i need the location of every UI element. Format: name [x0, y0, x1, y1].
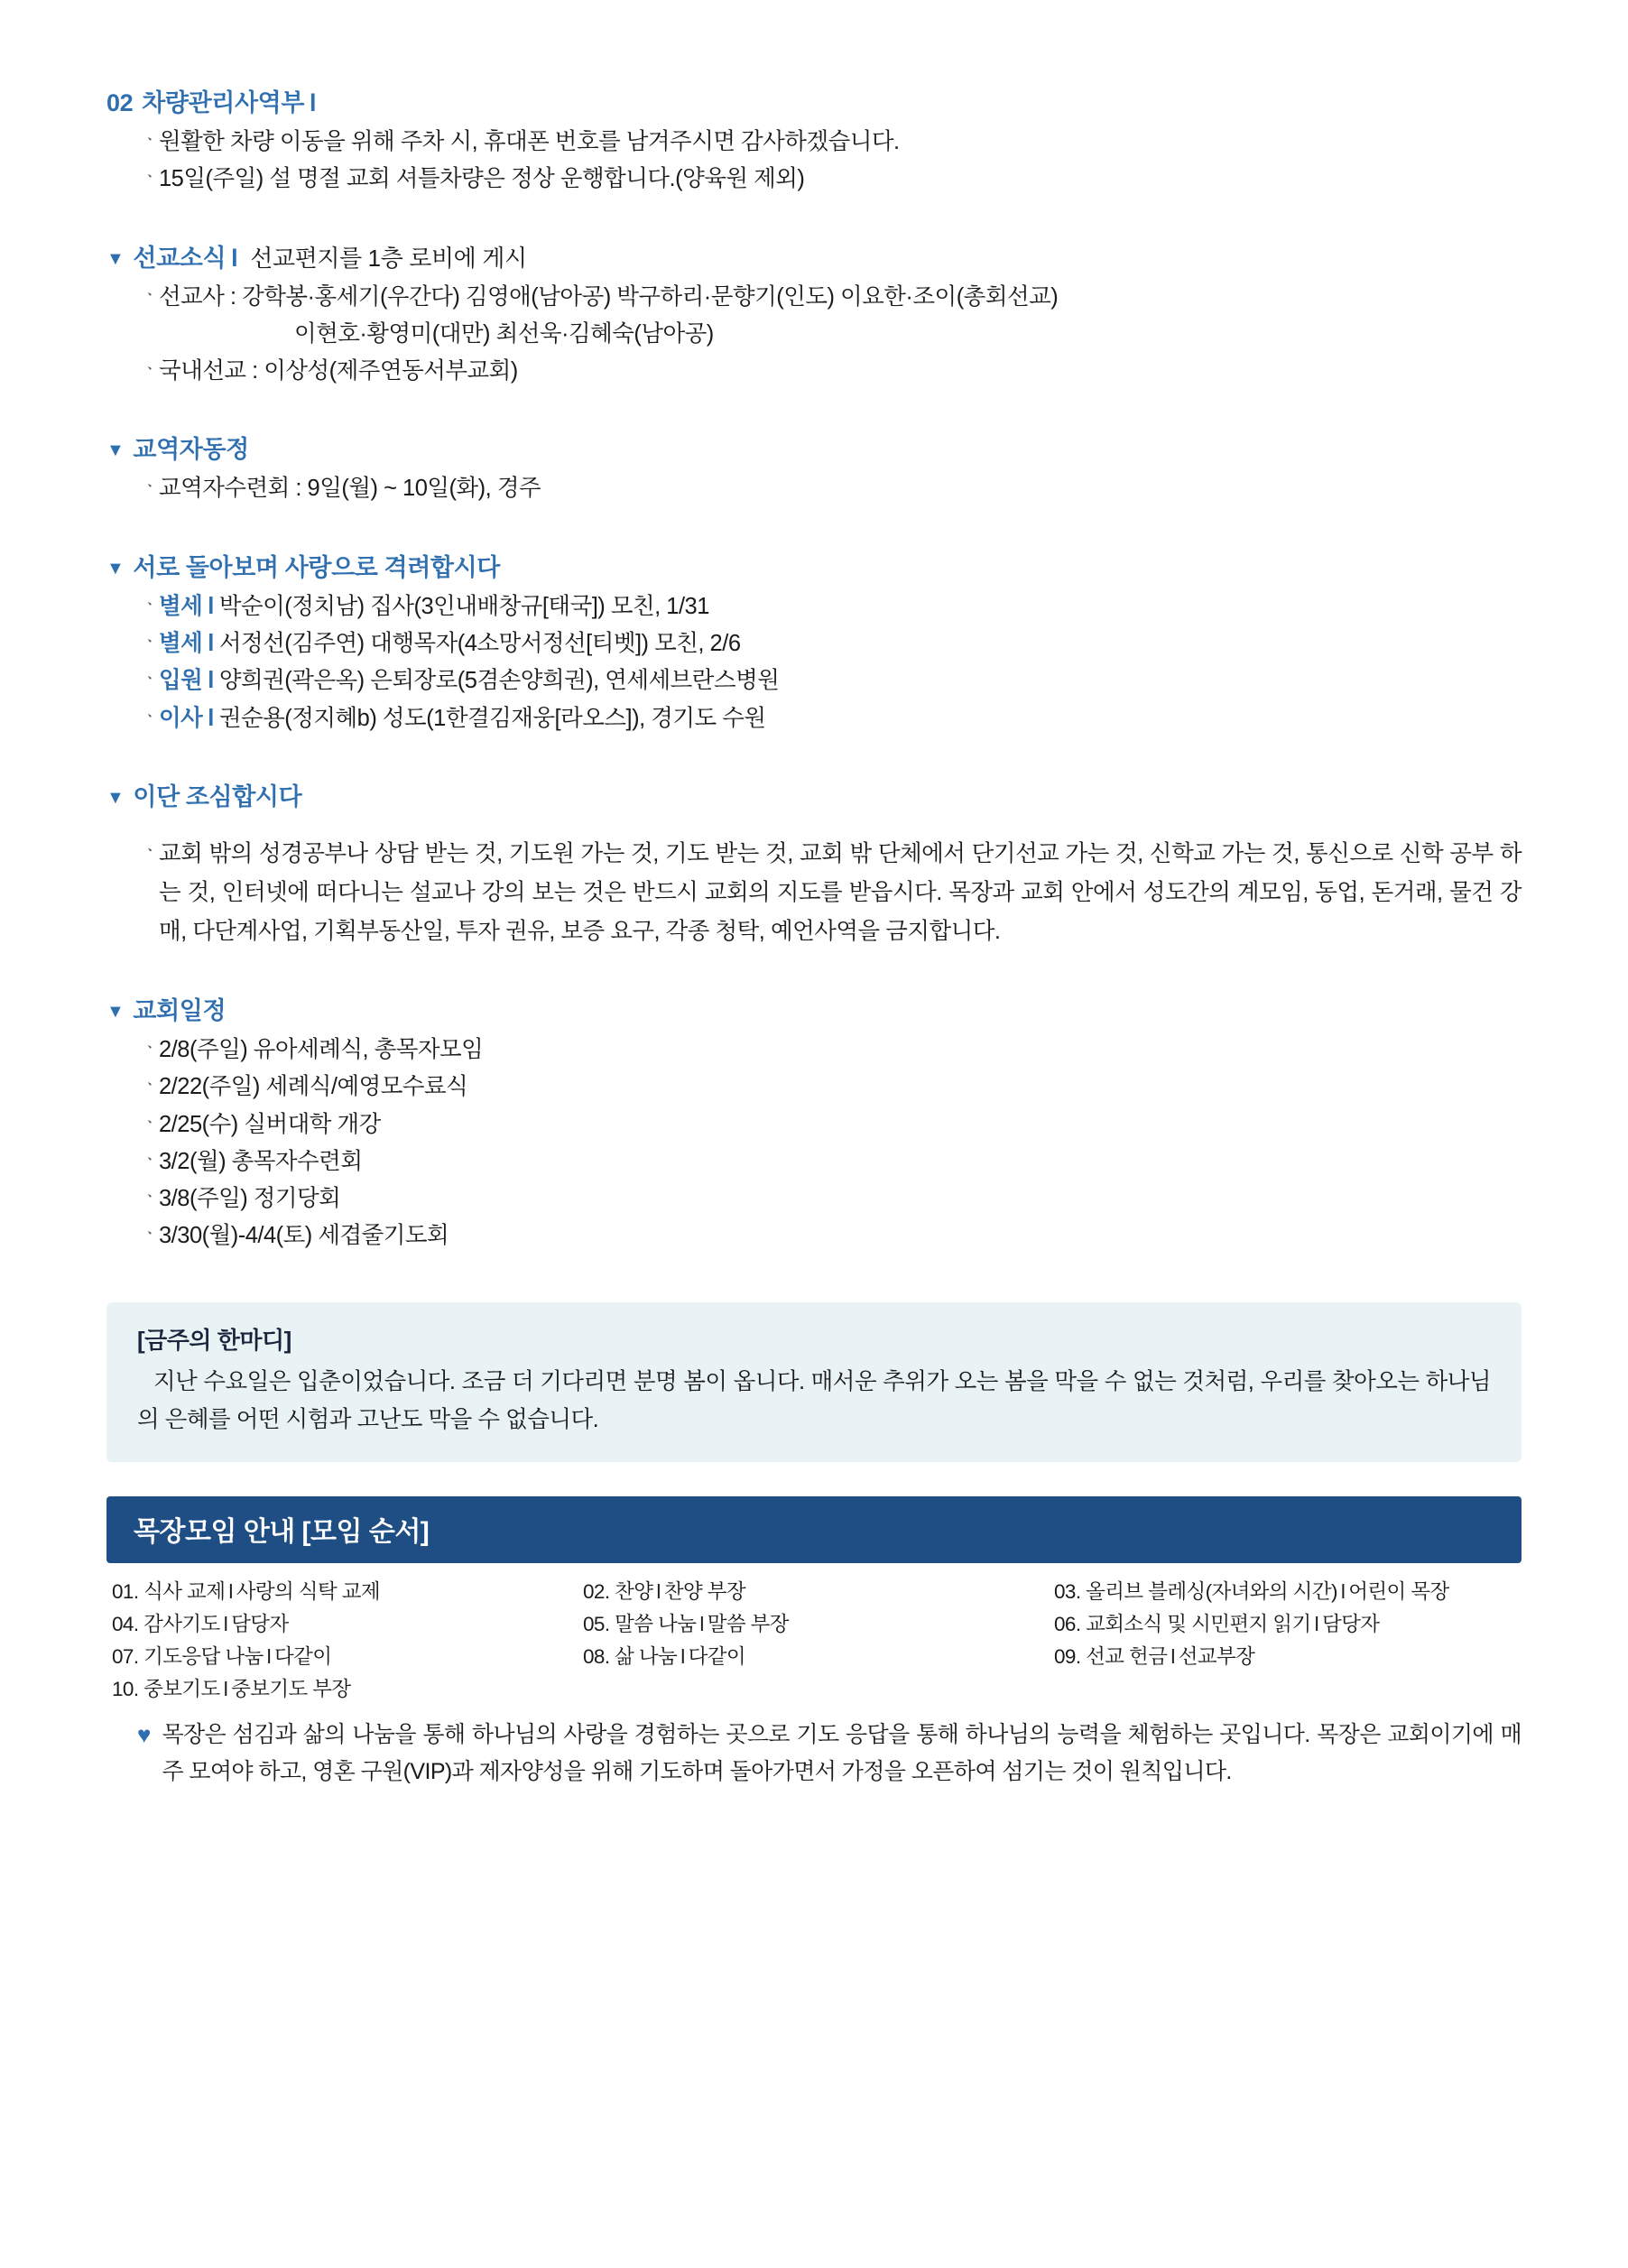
list-item: ᆞ 2/8(주일) 유아세례식, 총목자모임 [137, 1032, 1522, 1069]
order-number: 10. [112, 1678, 139, 1701]
section-title: 이단 조심합시다 [133, 782, 302, 810]
section-mission-news [106, 238, 1522, 391]
list-item [137, 588, 1522, 625]
order-separator: l [266, 1645, 272, 1669]
section-schedule-heading [106, 991, 1522, 1026]
order-item [112, 1641, 574, 1670]
list-item: ᆞ 원활한 차량 이동을 위해 주차 시, 휴대폰 번호를 남겨주시면 감사하겠습니다. [137, 124, 1522, 161]
quote-title: [금주의 한마디] [137, 1326, 291, 1354]
order-name: 교회소식 및 시민편지 읽기 [1086, 1613, 1311, 1636]
order-item [1054, 1576, 1516, 1605]
triangle-down-icon: ▼ [106, 558, 125, 579]
order-name: 말씀 나눔 [615, 1613, 697, 1636]
list-item [137, 625, 1522, 662]
order-item [112, 1673, 574, 1702]
list-item: ᆞ 교역자수련회 : 9일(월) ~ 10일(화), 경주 [137, 470, 1522, 507]
order-number: 07. [112, 1645, 139, 1669]
list-item [137, 662, 1522, 699]
triangle-down-icon: ▼ [106, 787, 125, 808]
order-separator: l [223, 1678, 228, 1701]
order-role: 사랑의 식탁 교제 [236, 1580, 380, 1604]
order-number: 09. [1054, 1645, 1081, 1669]
order-separator: l [680, 1645, 685, 1669]
order-role: 찬양 부장 [663, 1580, 746, 1604]
vehicle-item-list [106, 124, 1522, 199]
meeting-guide-header: 목장모임 안내 [모임 순서] [106, 1496, 1522, 1563]
order-item [1054, 1641, 1516, 1670]
section-mission-heading [106, 238, 1522, 273]
care-bar-mark: l [208, 593, 214, 619]
quote-body: 지난 수요일은 입춘이었습니다. 조금 더 기다리면 분명 봄이 옵니다. 매서운 추위가 오는 봄을 막을 수 없는 것처럼, 우리를 찾아오는 하나님의 은혜를 어떤 시험과 고난도 막을 수 없습니다. [137, 1368, 1491, 1433]
care-text: 서정선(김주연) 대행목자(4소망서정선[티벳]) 모친, 2/6 [218, 631, 741, 657]
order-number: 03. [1054, 1580, 1081, 1604]
care-text: 양희권(곽은옥) 은퇴장로(5겸손양희권), 연세세브란스병원 [218, 668, 780, 694]
order-role: 선교부장 [1178, 1645, 1255, 1669]
list-item: ᆞ 2/22(주일) 세례식/예영모수료식 [137, 1069, 1522, 1106]
order-role: 담당자 [1322, 1613, 1380, 1636]
section-title: 교역자동정 [133, 436, 249, 464]
order-name: 감사기도 [143, 1613, 220, 1636]
care-item-list [106, 588, 1522, 737]
order-role: 어린이 목장 [1348, 1580, 1449, 1604]
list-item: ᆞ 3/8(주일) 정기당회 [137, 1180, 1522, 1217]
care-text: 권순용(정지혜b) 성도(1한결김재웅[라오스]), 경기도 수원 [218, 705, 766, 731]
meeting-order-grid [106, 1576, 1522, 1702]
list-item: ᆞ 3/2(월) 총목자수련회 [137, 1143, 1522, 1180]
section-subtitle: 선교편지를 1층 로비에 게시 [250, 244, 527, 272]
care-bar-mark: l [208, 631, 214, 657]
care-bar-mark: l [208, 668, 214, 694]
section-care-heading [106, 548, 1522, 583]
triangle-down-icon: ▼ [106, 1001, 125, 1022]
order-item [583, 1576, 1045, 1605]
pastor-item-list [106, 470, 1522, 507]
list-item: ᆞ 국내선교 : 이상성(제주연동서부교회) [137, 353, 1522, 390]
order-separator: l [1314, 1613, 1318, 1636]
meeting-note [106, 1717, 1522, 1790]
order-role: 다같이 [274, 1645, 332, 1669]
section-care-encouragement [106, 548, 1522, 737]
list-item [137, 700, 1522, 737]
section-pastor-heading [106, 430, 1522, 465]
order-item [583, 1641, 1045, 1670]
order-item [112, 1608, 574, 1637]
order-name: 기도응답 나눔 [143, 1645, 264, 1669]
list-item: ᆞ 15일(주일) 설 명절 교회 셔틀차량은 정상 운행합니다.(양육원 제외) [137, 161, 1522, 198]
meeting-note-text: 목장은 섬김과 삶의 나눔을 통해 하나님의 사랑을 경험하는 곳으로 기도 응답을 통해 하나님의 능력을 체험하는 곳입니다. 목장은 교회이기에 매주 모여야 하고, 영혼 구원(VIP)과 제자양성을 위해 기도하며 돌아가면서 가정을 오픈하여 섬기는 것이 원칙입니다. [162, 1722, 1522, 1784]
care-text: 박순이(정치남) 집사(3인내배창규[태국]) 모친, 1/31 [218, 593, 709, 619]
order-separator: l [228, 1580, 233, 1604]
order-name: 선교 헌금 [1086, 1645, 1168, 1669]
section-heresy-heading [106, 777, 1522, 812]
order-name: 식사 교제 [143, 1580, 226, 1604]
section-heresy-warning [106, 777, 1522, 951]
section-bar-mark: l [231, 244, 238, 272]
order-role: 다같이 [688, 1645, 746, 1669]
missionary-names-line2: 이현호·황영미(대만) 최선욱·김혜숙(남아공) [294, 320, 714, 347]
order-role: 말씀 부장 [707, 1613, 789, 1636]
care-label: 별세 [159, 631, 203, 657]
order-separator: l [223, 1613, 228, 1636]
section-title: 선교소식 [133, 244, 227, 272]
section-title: 서로 돌아보며 사랑으로 격려합시다 [133, 553, 500, 581]
order-separator: l [1340, 1580, 1346, 1604]
section-title: 차량관리사역부 [142, 89, 305, 116]
order-number: 05. [583, 1613, 610, 1636]
order-item [112, 1576, 574, 1605]
care-label: 입원 [159, 668, 203, 694]
section-number: 02 [106, 89, 134, 116]
order-name: 올리브 블레싱(자녀와의 시간) [1086, 1580, 1337, 1604]
order-separator: l [699, 1613, 704, 1636]
order-number: 01. [112, 1580, 139, 1604]
triangle-down-icon: ▼ [106, 248, 125, 269]
list-item: ᆞ 2/25(수) 실버대학 개강 [137, 1106, 1522, 1143]
section-title: 교회일정 [133, 996, 227, 1024]
care-bar-mark: l [208, 705, 214, 731]
section-pastor-news [106, 430, 1522, 507]
schedule-item-list [106, 1032, 1522, 1255]
section-meeting-guide [106, 1496, 1522, 1790]
order-number: 08. [583, 1645, 610, 1669]
heart-icon: ♥ [137, 1721, 152, 1749]
order-number: 04. [112, 1613, 139, 1636]
list-item: ᆞ 선교사 : 강학봉·홍세기(우간다) 김영애(남아공) 박구하리·문향기(인도) 이요한·조이(총회선교) [137, 279, 1522, 316]
list-item-continuation [137, 316, 1522, 353]
order-name: 중보기도 [143, 1678, 220, 1701]
care-label: 별세 [159, 593, 203, 619]
section-vehicle-heading [106, 83, 1522, 118]
section-church-schedule [106, 991, 1522, 1255]
care-label: 이사 [159, 705, 203, 731]
order-role: 담당자 [231, 1613, 289, 1636]
order-role: 중보기도 부장 [231, 1678, 351, 1701]
list-item: ᆞ 3/30(월)-4/4(토) 세겹줄기도회 [137, 1217, 1522, 1254]
weekly-quote-box [106, 1302, 1522, 1463]
order-item [1054, 1608, 1516, 1637]
heresy-paragraph: ᆞ 교회 밖의 성경공부나 상담 받는 것, 기도원 가는 것, 기도 받는 것, 교회 밖 단체에서 단기선교 가는 것, 신학교 가는 것, 통신으로 신학 공부 하는 것, 인터넷에 떠다니는 설교나 강의 보는 것은 반드시 교회의 지도를 받읍시다. 목장과 교회 안에서 성도간의 계모임, 동업, 돈거래, 물건 강매, 다단계사업, 기획부동산일, 투자 권유, 보증 요구, 각종 청탁, 예언사역을 금지합니다. [137, 835, 1522, 950]
order-item [583, 1608, 1045, 1637]
section-vehicle-ministry [106, 83, 1522, 199]
order-name: 찬양 [615, 1580, 653, 1604]
order-name: 삶 나눔 [615, 1645, 678, 1669]
mission-item-list [106, 279, 1522, 391]
triangle-down-icon: ▼ [106, 440, 125, 461]
order-number: 02. [583, 1580, 610, 1604]
section-bar-mark: l [310, 89, 317, 116]
order-separator: l [656, 1580, 661, 1604]
order-separator: l [1170, 1645, 1175, 1669]
order-number: 06. [1054, 1613, 1081, 1636]
